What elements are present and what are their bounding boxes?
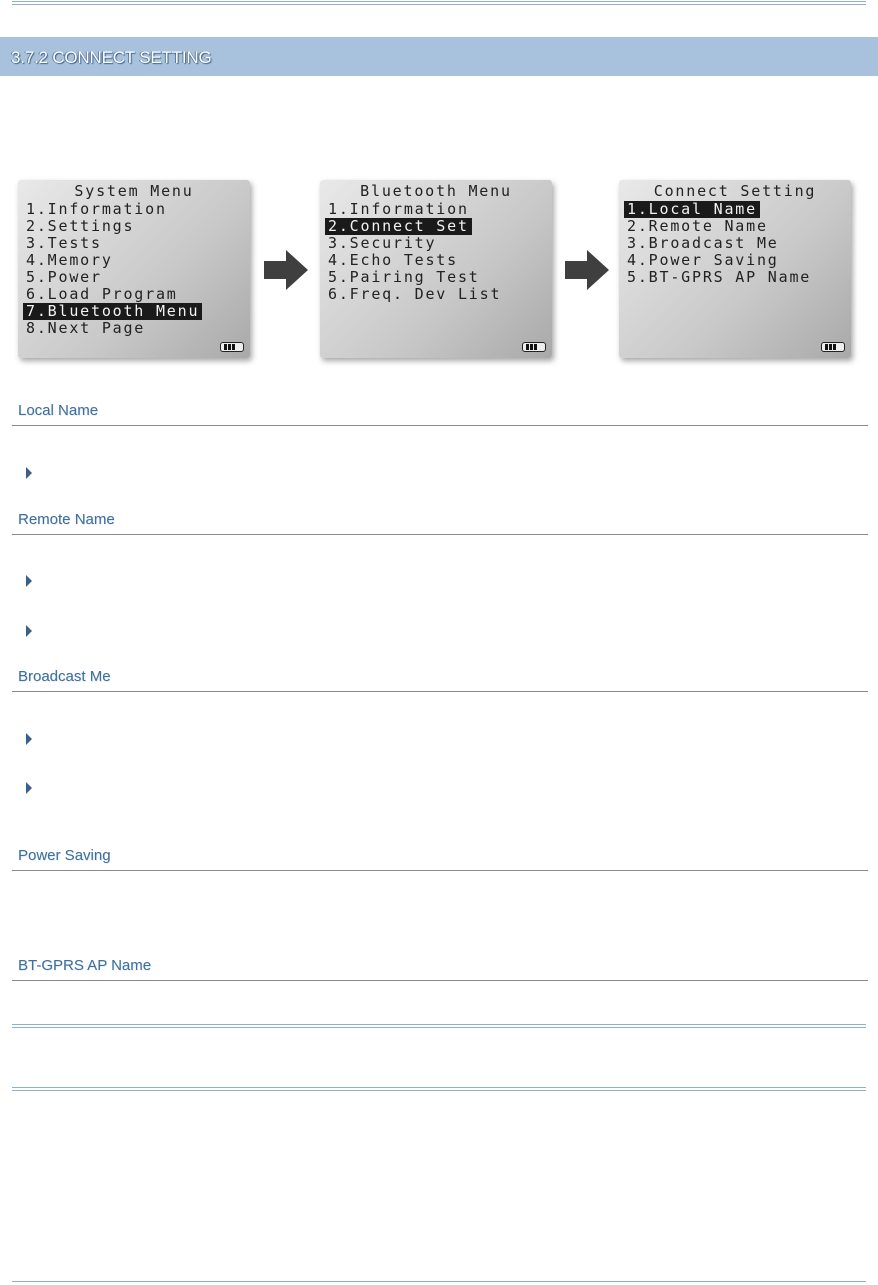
footer-rule	[12, 1281, 866, 1282]
note-bottom-rule	[12, 1087, 866, 1088]
menu-item: 2.Settings	[26, 217, 135, 235]
right-arrow-icon	[565, 250, 609, 290]
subsection-title-broadcast-me: Broadcast Me	[18, 668, 111, 685]
battery-icon	[220, 342, 244, 352]
subsection-rule	[12, 870, 868, 871]
section-title: 3.7.2 CONNECT SETTING	[11, 48, 212, 67]
menu-item: 5.Power	[26, 268, 102, 286]
menu-item-selected: 7.Bluetooth Menu	[23, 303, 202, 320]
menu-item: 3.Tests	[26, 234, 102, 252]
triangle-bullet-icon	[26, 575, 32, 587]
triangle-bullet-icon	[26, 733, 32, 745]
subsection-title-bt-gprs-ap-name: BT-GPRS AP Name	[18, 957, 152, 974]
menu-item: 1.Information	[26, 200, 167, 218]
connect-setting-screen	[619, 180, 851, 358]
triangle-bullet-icon	[26, 467, 32, 479]
menu-item-selected: 1.Local Name	[624, 201, 760, 218]
triangle-bullet-icon	[26, 625, 32, 637]
note-top-rule	[12, 1024, 866, 1025]
bluetooth-menu-screen	[320, 180, 552, 358]
subsection-rule	[12, 980, 868, 981]
top-rule	[12, 1, 866, 2]
subsection-rule	[12, 691, 868, 692]
menu-item: 1.Information	[328, 200, 469, 218]
subsection-rule	[12, 534, 868, 535]
system-menu-screen	[18, 180, 250, 358]
screen-title: System Menu	[74, 182, 194, 200]
battery-icon	[522, 342, 546, 352]
screen-title: Bluetooth Menu	[360, 182, 512, 200]
screen-title: Connect Setting	[653, 182, 817, 200]
triangle-bullet-icon	[26, 782, 32, 794]
menu-item: 8.Next Page	[26, 319, 146, 337]
menu-item: 5.BT-GPRS AP Name	[627, 268, 812, 286]
menu-item: 4.Memory	[26, 251, 113, 269]
right-arrow-icon	[264, 250, 308, 290]
menu-item-selected: 2.Connect Set	[325, 218, 472, 235]
battery-icon	[821, 342, 845, 352]
subsection-title-local-name: Local Name	[18, 402, 99, 419]
menu-item: 3.Broadcast Me	[627, 234, 779, 252]
menu-item: 4.Power Saving	[627, 251, 779, 269]
subsection-title-remote-name: Remote Name	[18, 511, 115, 528]
subsection-rule	[12, 425, 868, 426]
menu-item: 3.Security	[328, 234, 437, 252]
menu-item: 6.Load Program	[26, 285, 178, 303]
subsection-title-power-saving: Power Saving	[18, 847, 111, 864]
menu-item: 4.Echo Tests	[328, 251, 458, 269]
menu-item: 5.Pairing Test	[328, 268, 480, 286]
menu-item: 2.Remote Name	[627, 217, 768, 235]
menu-item: 6.Freq. Dev List	[328, 285, 502, 303]
